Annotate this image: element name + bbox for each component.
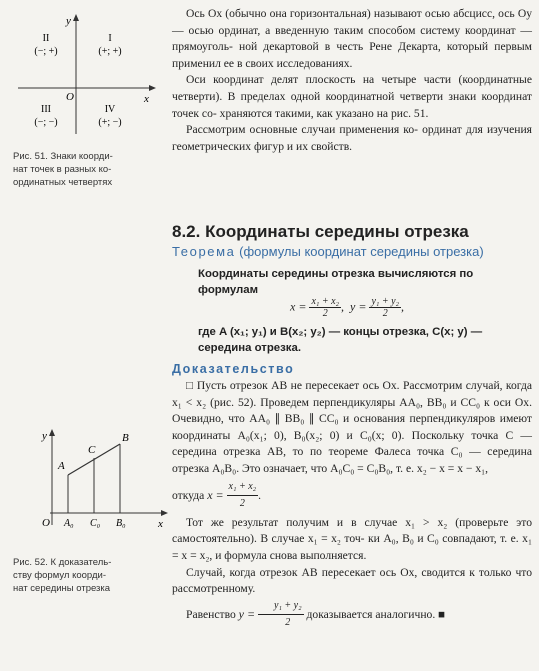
fig51-x-label: x bbox=[144, 93, 149, 105]
intro-para-1: Ось Ox (обычно она горизонтальная) называют осью абсцисс, ось Oy — осью ординат, а введенную таким способом систему координат — прямоуголь- ной декартовой в честь Рене Декарта, который первым применил ее в своих исследованиях. bbox=[172, 7, 533, 70]
proof-para-2: Тот же результат получим и в случае x₁ > x₂ (проверьте это самостоятельно). В случае x₁ = x₂ точ- ки A₀, B₀ и C₀ совпадают, т. е. x₁ = x = x₂, и формула снова выполняется. bbox=[172, 515, 532, 562]
fig51-diagram bbox=[10, 8, 160, 138]
proof-body bbox=[172, 378, 532, 632]
fig52-point-A: A bbox=[58, 460, 65, 472]
theorem-word: Теорема bbox=[172, 244, 236, 259]
fig51-q4-num: IV bbox=[104, 104, 116, 115]
fig51-q3-sign: (−; −) bbox=[34, 117, 58, 128]
fig51-q4-sign: (+; −) bbox=[98, 117, 122, 128]
theorem-statement: Координаты середины отрезка вычисляются по формулам bbox=[198, 268, 474, 296]
theorem-formula: x = $\frac{\text{x₁ + x₂}}{2}$ , y = $\frac{\text{y₁ + y₂}}{2}$ , bbox=[290, 296, 405, 319]
theorem-where: где A (x₁; y₁) и B(x₂; y₂) — концы отрезка, C(x; y) — середина отрезка. bbox=[198, 326, 483, 354]
fig51-q2-num: II bbox=[42, 33, 50, 44]
intro-para-2: Оси координат делят плоскость на четыре части (координатные четверти). В пределах одной координатной четверти знаки координат точек со- храняются такими, как указано на рис. 51. bbox=[172, 73, 532, 120]
theorem-name: (формулы координат середины отрезка) bbox=[239, 244, 484, 259]
fig51-y-label: y bbox=[66, 15, 71, 27]
proof-result: откуда x = $\frac{\text{x₁ + x₂}}{2}$ . bbox=[172, 480, 262, 510]
proof-title: Доказательство bbox=[172, 362, 295, 376]
fig51-q3-num: III bbox=[41, 104, 51, 115]
proof-para-1: □ Пусть отрезок AB не пересекает ось Ox. Рассмотрим случай, когда x₁ < x₂ (рис. 52). Проведем перпендикуляры AA₀, BB₀ и CC₀ к оси Ox. Очевидно, что AA₀ ∥ BB₀ ∥ CC₀ и основания перпендикуляров имеют координаты A₀(x₁; 0), B₀(x₂; 0) и C₀(x; 0). Поскольку точка C — середина отрезка AB, то по теореме Фалеса точка C₀ — середина отрезка A₀B₀. Это означает, что A₀C₀ = C₀B₀, т. е. x₂ − x = x − x₁, bbox=[172, 379, 532, 475]
intro-para-3: Рассмотрим основные случаи применения ко- ординат для изучения геометрических фигур и их свойств. bbox=[172, 123, 532, 153]
fig51-origin: O bbox=[66, 91, 74, 103]
theorem-heading bbox=[172, 244, 484, 259]
proof-para-3: Случай, когда отрезок AB пересекает ось Ox, сводится к только что рассмотренному. bbox=[172, 565, 533, 596]
fig51-q1-num: I bbox=[108, 33, 112, 44]
fig51-q1-sign: (+; +) bbox=[98, 46, 122, 57]
proof-para-4: Равенство y = $\frac{\text{y₁ + y₂}}{2}$ доказывается аналогично. ■ bbox=[186, 599, 446, 629]
fig51-q2-sign: (−; +) bbox=[34, 46, 58, 57]
fig52-diagram bbox=[30, 425, 170, 535]
section-title: 8.2. Координаты середины отрезка bbox=[172, 222, 469, 241]
fig52-y-label: y bbox=[42, 430, 47, 442]
fig52-caption: Рис. 52. К доказатель- ству формул коорди- нат середины отрезка bbox=[13, 557, 112, 594]
intro-text bbox=[172, 6, 532, 155]
fig52-point-B: B bbox=[122, 432, 129, 444]
fig52-x-label: x bbox=[158, 518, 163, 530]
fig51-caption: Рис. 51. Знаки коорди- нат точек в разных ко- ординатных четвертях bbox=[13, 151, 113, 188]
fig52-origin: O bbox=[42, 517, 50, 529]
fig52-C0: C₀ bbox=[90, 518, 101, 529]
fig52-A0: A₀ bbox=[64, 518, 74, 529]
fig52-point-C: C bbox=[88, 444, 96, 456]
fig52-B0: B₀ bbox=[116, 518, 126, 529]
